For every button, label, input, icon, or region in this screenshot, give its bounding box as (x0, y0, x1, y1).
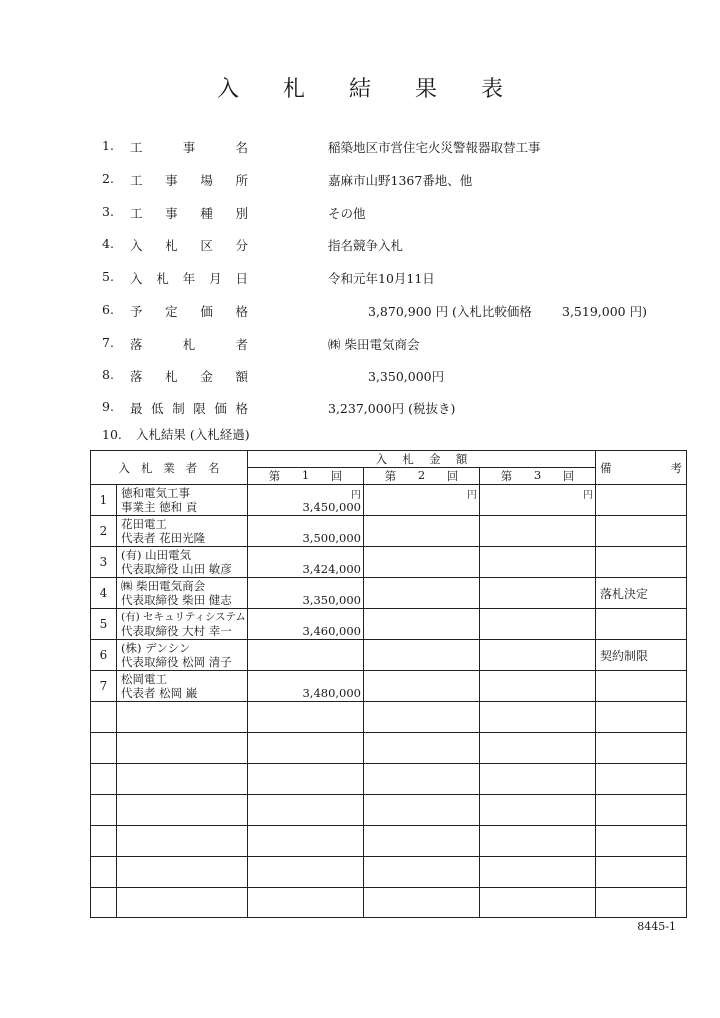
item-number: 8. (102, 367, 114, 382)
table-row (91, 578, 687, 609)
round-1-header: 第 1 回 (248, 468, 364, 485)
round-2-amount (364, 578, 480, 609)
remarks-header: 備 考 (596, 451, 687, 485)
bidder-cell: 徳和電気工事 事業主 徳和 貢 (117, 485, 248, 516)
section-number: 10. (102, 427, 122, 442)
detail-item-bid-category (0, 236, 720, 256)
table-row (91, 640, 687, 671)
remarks-cell (596, 547, 687, 578)
row-number: 5 (91, 609, 117, 640)
item-value: 3,237,000円 (税抜き) (328, 401, 456, 416)
item-number: 2. (102, 171, 114, 186)
round-3-amount (480, 516, 596, 547)
round-3-header: 第 3 回 (480, 468, 596, 485)
row-number: 3 (91, 547, 117, 578)
empty-row (91, 888, 687, 918)
item-number: 1. (102, 138, 114, 153)
section-label: 入札結果 (入札経過) (135, 427, 250, 442)
section-bid-results (102, 425, 250, 443)
round-1-amount: 3,424,000 (248, 547, 364, 578)
title-char: 札 (282, 77, 305, 102)
detail-item-location (0, 171, 720, 191)
item-extra-label: (入札比較価格 (452, 304, 532, 319)
title-char: 結 (348, 77, 371, 102)
bidder-cell: 花田電工 代表者 花田光隆 (117, 516, 248, 547)
item-number: 5. (102, 269, 114, 284)
empty-row (91, 826, 687, 857)
round-3-amount (480, 671, 596, 702)
table-row (91, 671, 687, 702)
item-extra-value: 3,519,000 円) (562, 304, 647, 319)
table-row (91, 547, 687, 578)
item-label: 予 定 価 格 (130, 304, 248, 319)
item-value: 稲築地区市営住宅火災警報器取替工事 (328, 140, 541, 155)
detail-item-winner (0, 335, 720, 355)
row-number: 7 (91, 671, 117, 702)
title-char: 入 (216, 77, 239, 102)
item-value: 3,870,900 円 (368, 304, 449, 319)
item-number: 3. (102, 204, 114, 219)
bid-results-table (90, 450, 687, 918)
detail-item-bid-date (0, 269, 720, 289)
round-1-amount: 3,350,000 (248, 578, 364, 609)
bidder-cell: (株) デンシン 代表取締役 松岡 清子 (117, 640, 248, 671)
bidder-header: 入 札 業 者 名 (91, 451, 248, 485)
detail-item-estimated-price (0, 302, 720, 322)
row-number: 1 (91, 485, 117, 516)
detail-item-minimum-price (0, 399, 720, 419)
detail-item-type (0, 204, 720, 224)
row-number: 2 (91, 516, 117, 547)
item-value: ㈱ 柴田電気商会 (328, 337, 420, 352)
round-3-amount (480, 640, 596, 671)
empty-row (91, 857, 687, 888)
empty-row (91, 733, 687, 764)
item-label: 入 札 年 月 日 (130, 271, 248, 286)
round-3-amount: 円 (480, 485, 596, 516)
item-number: 7. (102, 335, 114, 350)
item-value: 指名競争入札 (328, 238, 404, 253)
item-label: 工 事 種 別 (130, 206, 248, 221)
round-3-amount (480, 609, 596, 640)
bidder-cell: (有) 山田電気 代表取締役 山田 敏彦 (117, 547, 248, 578)
round-2-amount (364, 640, 480, 671)
detail-item-name (0, 138, 720, 158)
amount-header: 入 札 金 額 (248, 451, 596, 468)
table-row (91, 485, 687, 516)
bidder-cell: (有) セキュリティシステム 代表取締役 大村 幸一 (117, 609, 248, 640)
table-row (91, 516, 687, 547)
round-2-header: 第 2 回 (364, 468, 480, 485)
remarks-cell: 落札決定 (596, 578, 687, 609)
item-value: 嘉麻市山野1367番地、他 (328, 173, 473, 188)
remarks-cell (596, 671, 687, 702)
round-1-amount (248, 640, 364, 671)
round-2-amount (364, 516, 480, 547)
empty-row (91, 764, 687, 795)
round-3-amount (480, 547, 596, 578)
item-label: 落 札 金 額 (130, 369, 248, 384)
item-label: 落 札 者 (130, 337, 248, 352)
page-title (0, 72, 720, 103)
item-number: 4. (102, 236, 114, 251)
title-char: 表 (481, 77, 504, 102)
round-2-amount (364, 547, 480, 578)
item-label: 工 事 名 (130, 140, 248, 155)
remarks-cell (596, 516, 687, 547)
item-value: その他 (328, 206, 366, 221)
remarks-cell (596, 609, 687, 640)
document-code: 8445-1 (637, 920, 676, 933)
round-1-amount: 円 3,450,000 (248, 485, 364, 516)
round-1-amount: 3,480,000 (248, 671, 364, 702)
empty-row (91, 795, 687, 826)
round-3-amount (480, 578, 596, 609)
item-number: 9. (102, 399, 114, 414)
item-number: 6. (102, 302, 114, 317)
item-label: 入 札 区 分 (130, 238, 248, 253)
item-value: 3,350,000円 (368, 369, 445, 384)
round-2-amount: 円 (364, 485, 480, 516)
detail-item-winning-amount (0, 367, 720, 387)
item-value: 令和元年10月11日 (328, 271, 435, 286)
round-1-amount: 3,460,000 (248, 609, 364, 640)
round-2-amount (364, 671, 480, 702)
item-label: 工 事 場 所 (130, 173, 248, 188)
bidder-cell: 松岡電工 代表者 松岡 巌 (117, 671, 248, 702)
remarks-cell: 契約制限 (596, 640, 687, 671)
bidder-cell: ㈱ 柴田電気商会 代表取締役 柴田 健志 (117, 578, 248, 609)
round-2-amount (364, 609, 480, 640)
title-char: 果 (415, 77, 438, 102)
row-number: 4 (91, 578, 117, 609)
remarks-cell (596, 485, 687, 516)
round-1-amount: 3,500,000 (248, 516, 364, 547)
row-number: 6 (91, 640, 117, 671)
empty-row (91, 702, 687, 733)
table-header-row (91, 451, 687, 468)
table-row (91, 609, 687, 640)
item-label: 最 低 制 限 価 格 (130, 401, 248, 416)
